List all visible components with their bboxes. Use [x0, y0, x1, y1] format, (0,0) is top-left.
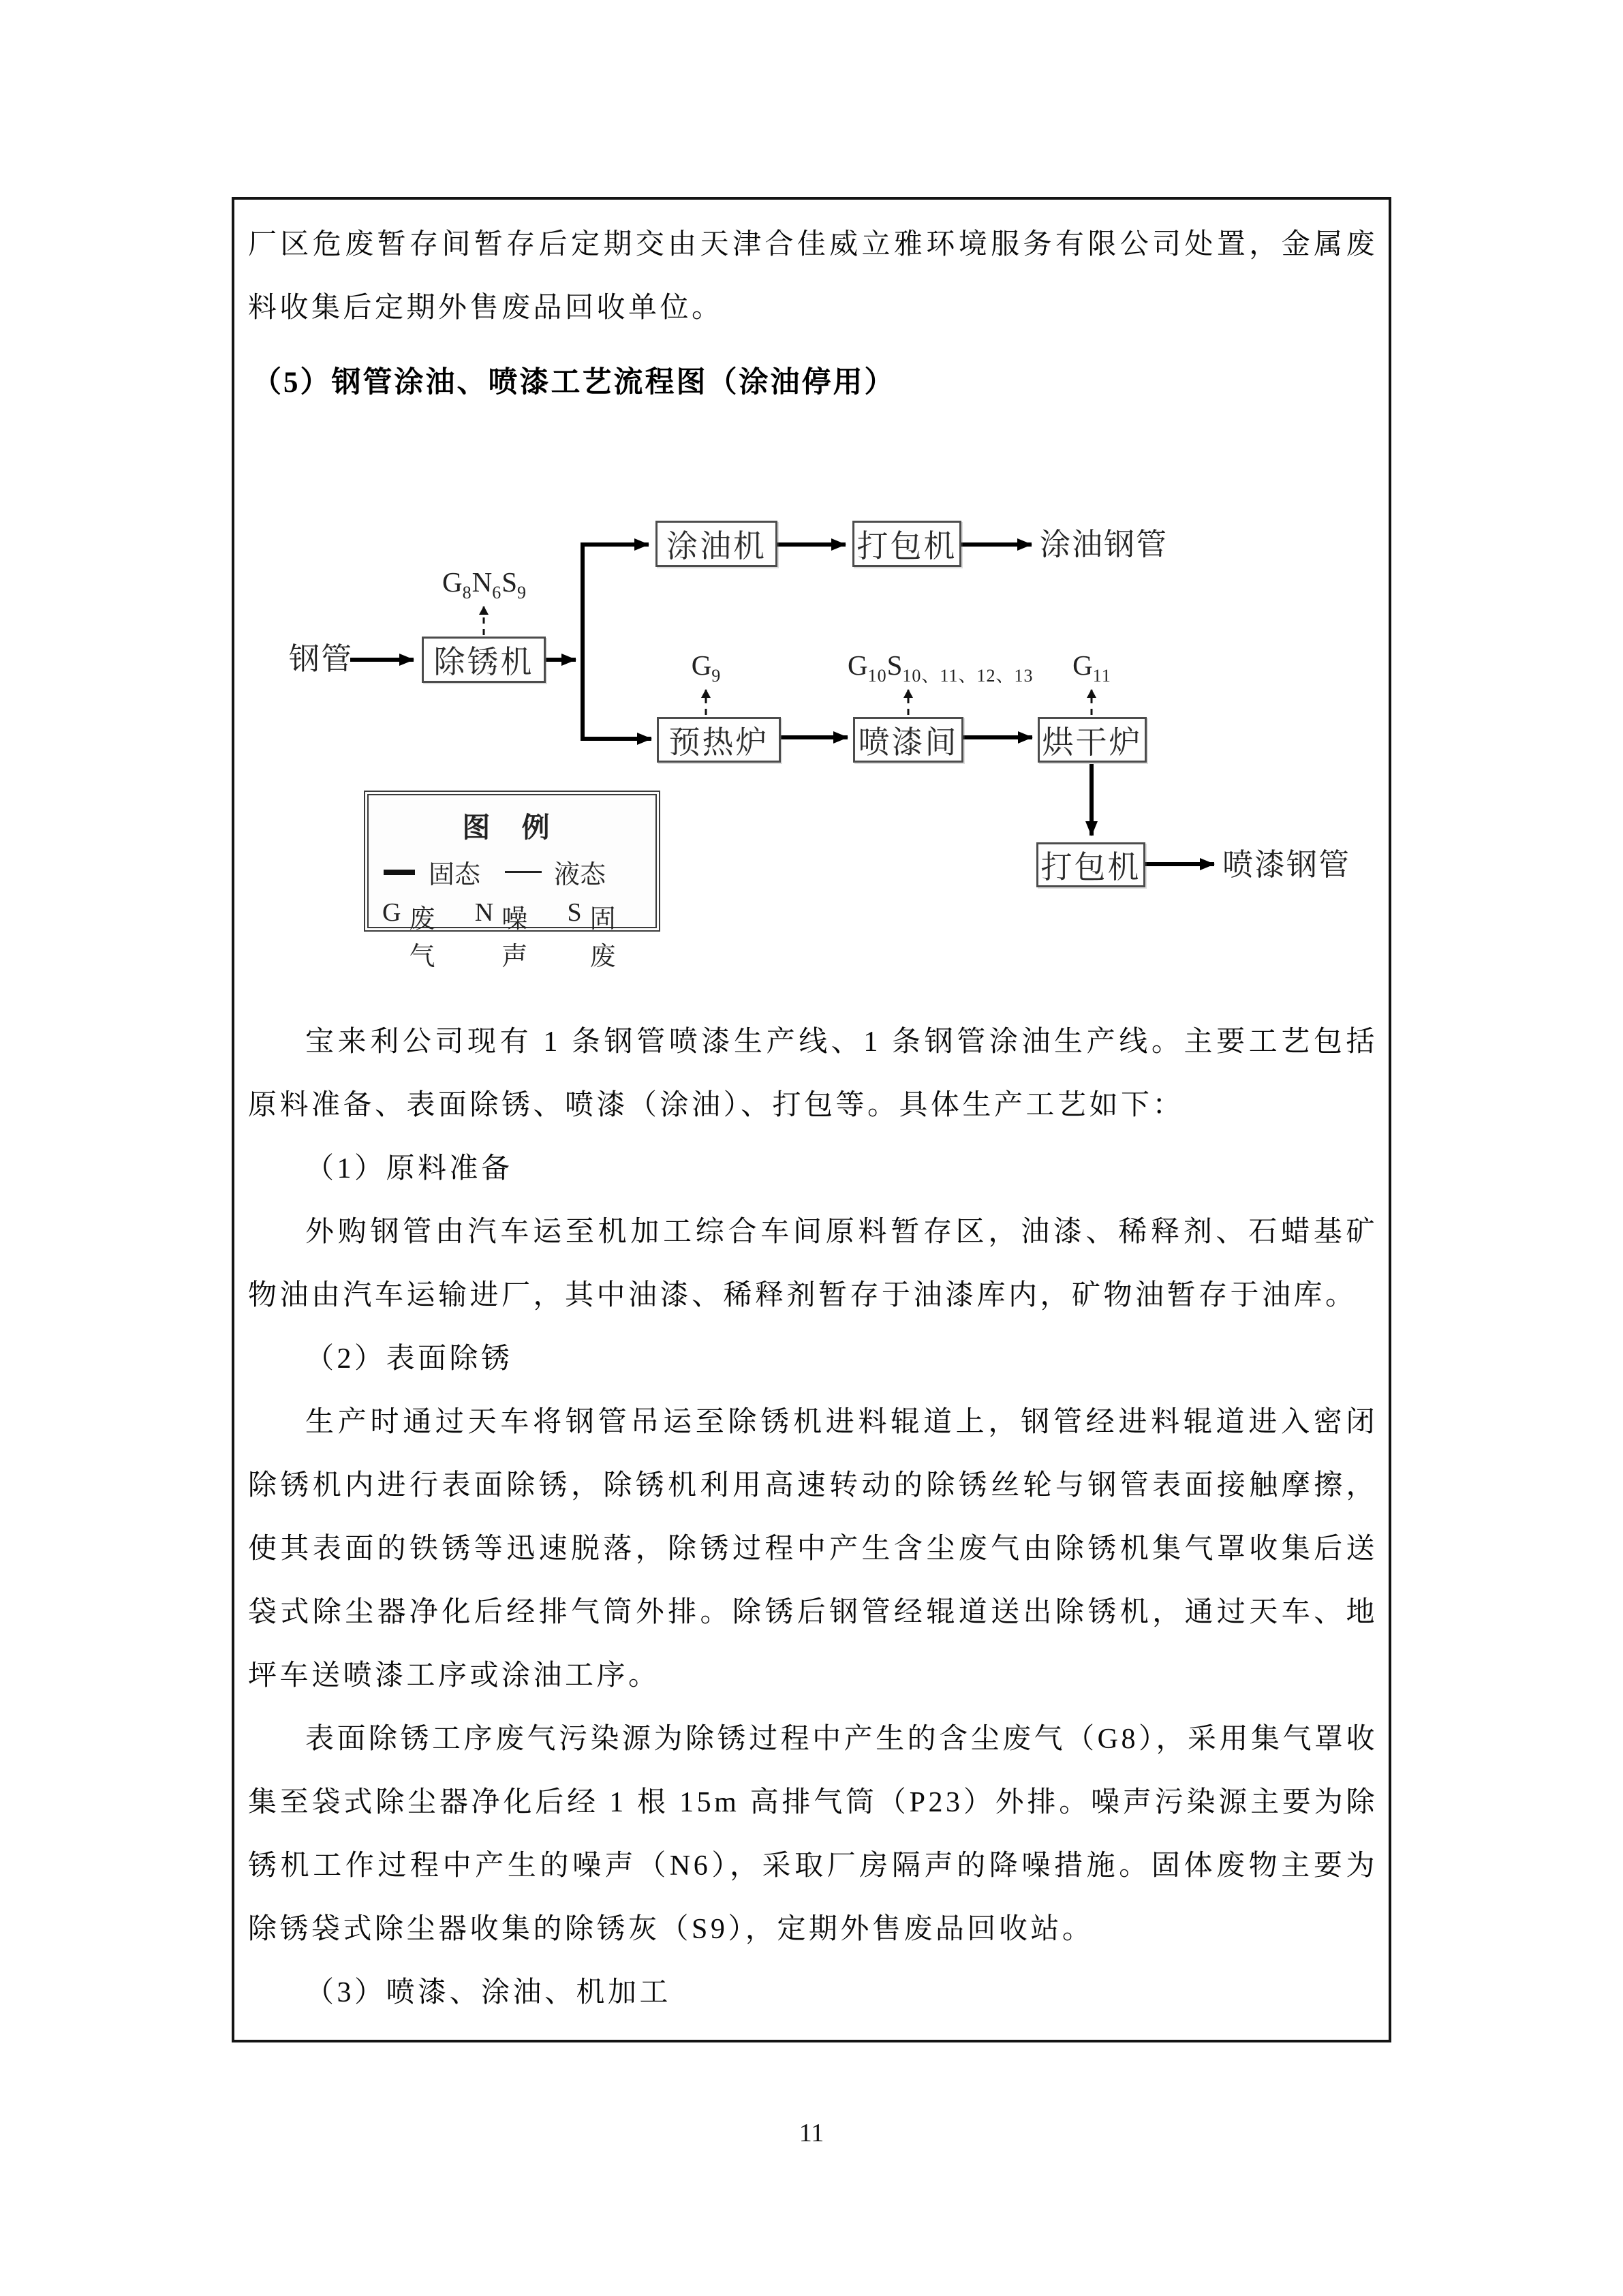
page-border	[232, 197, 1391, 2042]
legend-s-symbol: S	[567, 898, 582, 927]
body-paragraph: 表面除锈工序废气污染源为除锈过程中产生的含尘废气（G8），采用集气罩收集至袋式除尘器净化后经 1 根 15m 高排气筒（P23）外排。噪声污染源主要为除锈机工作过程中产生的噪声（N6），采取厂房隔声的降噪措施。固体废物主要为除锈袋式除尘器收集的除锈灰（S9），定期外售废品回收站。	[248, 1724, 1378, 1945]
label-painted-steel-pipe: 喷漆钢管	[1222, 848, 1351, 882]
emission-symbol: G	[1072, 649, 1093, 681]
emission-label-preheat	[677, 649, 735, 686]
emission-label-spray	[848, 649, 1034, 686]
legend-s-label: 固废	[589, 905, 617, 971]
label-oiled-steel-pipe: 涂油钢管	[1040, 527, 1169, 562]
node-preheating-furnace: 预热炉	[657, 717, 781, 763]
body-subheading: （2）表面除锈	[305, 1343, 513, 1375]
legend-line-types	[384, 853, 655, 891]
node-packing-machine-top: 打包机	[852, 521, 961, 567]
legend-title: 图 例	[462, 812, 562, 843]
emission-symbol: S	[886, 649, 903, 681]
body-paragraph: 生产时通过天车将钢管吊运至除锈机进料辊道上，钢管经进料辊道进入密闭除锈机内进行表面除锈，除锈机利用高速转动的除锈丝轮与钢管表面接触摩擦，使其表面的铁锈等迅速脱落，除锈过程中产生含尘废气由除锈机集气罩收集后送袋式除尘器净化后经排气筒外排。除锈后钢管经辊道送出除锈机，通过天车、地坪车送喷漆工序或涂油工序。	[248, 1407, 1378, 1692]
body-subheading: （3）喷漆、涂油、机加工	[305, 1977, 672, 2008]
label-steel-pipe-input: 钢管	[289, 642, 354, 676]
node-derusting-machine: 除锈机	[422, 637, 546, 683]
emission-symbol: G	[691, 649, 712, 681]
body-paragraph: 外购钢管由汽车运至机加工综合车间原料暂存区，油漆、稀释剂、石蜡基矿物油由汽车运输进厂，其中油漆、稀释剂暂存于油漆库内，矿物油暂存于油库。	[248, 1216, 1378, 1311]
emission-symbol: S	[501, 566, 518, 598]
node-spray-paint-room: 喷漆间	[853, 717, 963, 763]
node-packing-machine-bottom: 打包机	[1036, 842, 1145, 887]
emission-subscript: 9	[517, 583, 527, 602]
legend-liquid-label: 液态	[554, 861, 606, 889]
emission-symbol: N	[472, 566, 493, 598]
page-number: 11	[799, 2119, 824, 2147]
intro-paragraph: 厂区危废暂存间暂存后定期交由天津合佳威立雅环境服务有限公司处置，金属废料收集后定期外售废品回收单位。	[248, 229, 1378, 324]
legend-n-label: 噪声	[501, 905, 529, 971]
emission-subscript: 10、11、12、13	[902, 666, 1034, 686]
node-drying-furnace: 烘干炉	[1038, 717, 1147, 763]
emission-subscript: 6	[492, 583, 502, 602]
section-heading: （5）钢管涂油、喷漆工艺流程图（涂油停用）	[252, 367, 896, 399]
body-paragraph: 宝来利公司现有 1 条钢管喷漆生产线、1 条钢管涂油生产线。主要工艺包括原料准备、表面除锈、喷漆（涂油）、打包等。具体生产工艺如下：	[248, 1026, 1378, 1121]
emission-label-derust	[433, 566, 536, 602]
legend-g-symbol: G	[382, 898, 401, 927]
emission-subscript: 10	[867, 666, 887, 686]
emission-subscript: 9	[711, 666, 722, 686]
body-subheading: （1）原料准备	[305, 1153, 513, 1184]
solid-line-sample	[384, 870, 415, 875]
emission-symbol: G	[848, 649, 868, 681]
emission-symbol: G	[442, 566, 463, 598]
legend-g-label: 废气	[409, 905, 437, 971]
legend-solid-label: 固态	[429, 861, 481, 889]
process-flow-diagram	[248, 414, 1379, 1011]
emission-subscript: 11	[1092, 666, 1111, 686]
emission-label-dry	[1063, 649, 1121, 686]
legend-symbols	[382, 898, 655, 973]
thin-line-sample	[505, 871, 542, 873]
legend-box	[364, 791, 660, 971]
emission-subscript: 8	[462, 583, 472, 602]
node-oiling-machine: 涂油机	[655, 521, 777, 567]
legend-n-symbol: N	[474, 898, 494, 927]
